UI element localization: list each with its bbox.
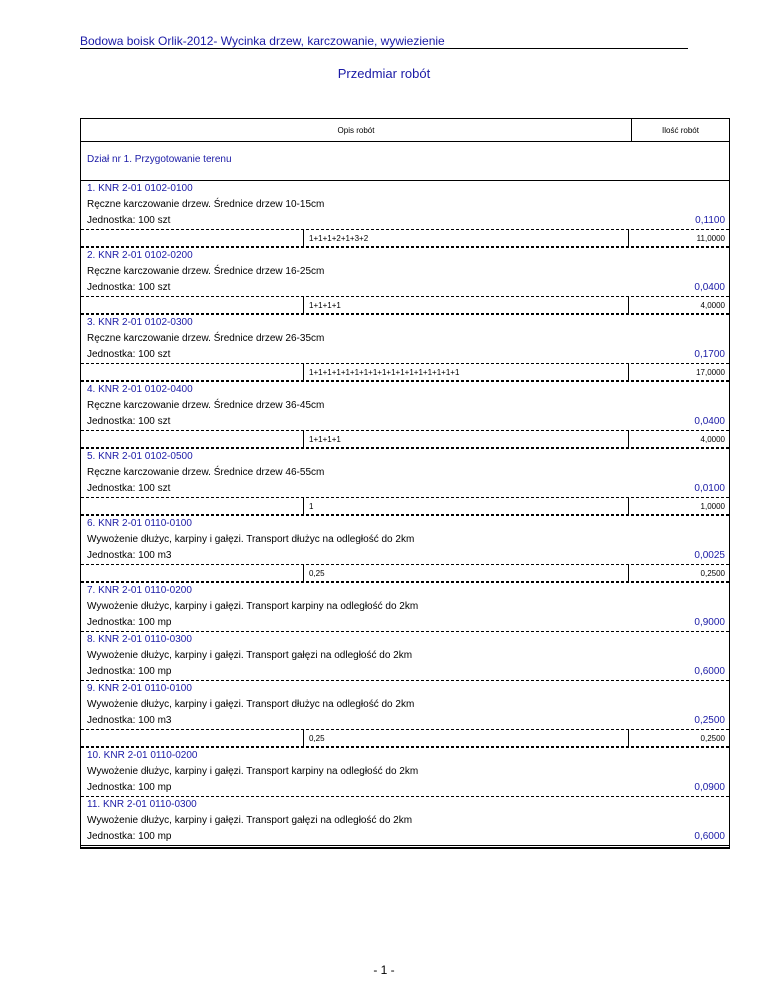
calculation-value: 0,2500 (700, 568, 725, 578)
item-code: 2. KNR 2-01 0102-0200 (81, 247, 729, 264)
item-unit-row (81, 664, 729, 680)
list-item (81, 747, 729, 796)
item-code: 6. KNR 2-01 0110-0100 (81, 515, 729, 532)
calculation-spacer (81, 565, 303, 581)
item-quantity: 0,9000 (694, 617, 725, 628)
calculation-row (81, 730, 729, 747)
item-quantity: 0,0900 (694, 782, 725, 793)
item-unit-row (81, 713, 729, 730)
calculation-formula: 1+1+1+2+1+3+2 (303, 230, 629, 246)
item-quantity: 0,0400 (694, 416, 725, 427)
list-item (81, 314, 729, 381)
items-list (81, 181, 729, 845)
calculation-formula: 1+1+1+1 (303, 297, 629, 313)
header-rule (80, 48, 688, 49)
item-quantity: 0,1100 (695, 215, 725, 226)
item-description: Wywożenie dłużyc, karpiny i gałęzi. Transport gałęzi na odległość do 2km (87, 815, 413, 826)
item-code: 5. KNR 2-01 0102-0500 (81, 448, 729, 465)
list-item (81, 796, 729, 845)
calculation-value: 4,0000 (700, 434, 725, 444)
calculation-spacer (81, 364, 303, 380)
calculation-formula: 0,25 (303, 565, 629, 581)
item-code: 1. KNR 2-01 0102-0100 (87, 183, 193, 194)
calculation-spacer (81, 297, 303, 313)
item-description: Wywożenie dłużyc, karpiny i gałęzi. Transport karpiny na odległość do 2km (87, 601, 419, 612)
item-description: Wywożenie dłużyc, karpiny i gałęzi. Transport dłużyc na odległość do 2km (87, 534, 415, 545)
list-item (81, 631, 729, 680)
item-quantity: 0,6000 (694, 831, 725, 842)
item-unit-row (81, 481, 729, 498)
item-unit: Jednostka: 100 mp (87, 617, 172, 628)
calculation-formula: 1+1+1+1 (303, 431, 629, 447)
list-item (81, 582, 729, 631)
list-item (81, 515, 729, 582)
calculation-row (81, 565, 729, 582)
calculation-value: 1,0000 (700, 501, 725, 511)
calculation-spacer (81, 230, 303, 246)
calculation-row (81, 297, 729, 314)
item-code: 8. KNR 2-01 0110-0300 (81, 631, 729, 648)
item-code: 11. KNR 2-01 0110-0300 (81, 796, 729, 813)
calculation-row (81, 230, 729, 247)
calculation-value: 4,0000 (700, 300, 725, 310)
calculation-value: 11,0000 (696, 233, 725, 243)
document-header-title: Bodowa boisk Orlik-2012- Wycinka drzew, karczowanie, wywiezienie (80, 34, 445, 48)
item-unit-row (81, 213, 729, 230)
list-item (81, 448, 729, 515)
item-unit-row (81, 780, 729, 796)
item-unit: Jednostka: 100 szt (87, 282, 171, 293)
item-description: Ręczne karczowanie drzew. Średnice drzew 36-45cm (87, 400, 325, 411)
item-unit: Jednostka: 100 m3 (87, 550, 172, 561)
calculation-row (81, 431, 729, 448)
item-quantity: 0,0025 (694, 550, 725, 561)
item-description: Ręczne karczowanie drzew. Średnice drzew 16-25cm (87, 266, 325, 277)
list-item (81, 381, 729, 448)
table-end-rule (81, 845, 729, 848)
item-unit-row (81, 548, 729, 565)
list-item (81, 181, 729, 247)
item-unit: Jednostka: 100 mp (87, 831, 172, 842)
calculation-value: 17,0000 (696, 367, 725, 377)
table-header (81, 119, 729, 142)
item-unit: Jednostka: 100 szt (87, 416, 171, 427)
item-unit-row (81, 280, 729, 297)
item-code: 7. KNR 2-01 0110-0200 (81, 582, 729, 599)
list-item (81, 680, 729, 747)
item-unit: Jednostka: 100 mp (87, 666, 172, 677)
item-unit: Jednostka: 100 m3 (87, 715, 172, 726)
calculation-spacer (81, 498, 303, 514)
item-code: 4. KNR 2-01 0102-0400 (81, 381, 729, 398)
bill-of-quantities-table (80, 118, 730, 849)
item-unit: Jednostka: 100 mp (87, 782, 172, 793)
calculation-spacer (81, 730, 303, 746)
item-unit: Jednostka: 100 szt (87, 215, 171, 226)
item-quantity: 0,0400 (694, 282, 725, 293)
item-quantity: 0,1700 (694, 349, 725, 360)
item-quantity: 0,6000 (694, 666, 725, 677)
item-code: 9. KNR 2-01 0110-0100 (81, 680, 729, 697)
calculation-value: 0,2500 (700, 733, 725, 743)
calculation-spacer (81, 431, 303, 447)
item-quantity: 0,0100 (694, 483, 725, 494)
item-description: Ręczne karczowanie drzew. Średnice drzew 10-15cm (87, 199, 325, 210)
item-unit: Jednostka: 100 szt (87, 483, 171, 494)
page-number: - 1 - (373, 963, 395, 977)
calculation-formula: 1+1+1+1+1+1+1+1+1+1+1+1+1+1+1+1+1 (303, 364, 629, 380)
list-item (81, 247, 729, 314)
item-unit-row (81, 829, 729, 845)
item-unit-row (81, 615, 729, 631)
page-title: Przedmiar robót (337, 66, 431, 81)
section-heading: Dział nr 1. Przygotowanie terenu (81, 142, 729, 181)
item-unit-row (81, 414, 729, 431)
item-description: Wywożenie dłużyc, karpiny i gałęzi. Transport dłużyc na odległość do 2km (87, 699, 415, 710)
calculation-row (81, 498, 729, 515)
item-quantity: 0,2500 (694, 715, 725, 726)
item-description: Ręczne karczowanie drzew. Średnice drzew 46-55cm (87, 467, 325, 478)
calculation-row (81, 364, 729, 381)
item-code: 3. KNR 2-01 0102-0300 (81, 314, 729, 331)
item-description: Wywożenie dłużyc, karpiny i gałęzi. Transport gałęzi na odległość do 2km (87, 650, 413, 661)
calculation-formula: 0,25 (303, 730, 629, 746)
item-code: 10. KNR 2-01 0110-0200 (81, 747, 729, 764)
item-unit-row (81, 347, 729, 364)
item-unit: Jednostka: 100 szt (87, 349, 171, 360)
item-description: Wywożenie dłużyc, karpiny i gałęzi. Transport karpiny na odległość do 2km (87, 766, 419, 777)
item-description: Ręczne karczowanie drzew. Średnice drzew 26-35cm (87, 333, 325, 344)
calculation-formula: 1 (303, 498, 629, 514)
column-header-description: Opis robót (81, 119, 632, 141)
column-header-quantity: Ilość robót (662, 125, 699, 135)
